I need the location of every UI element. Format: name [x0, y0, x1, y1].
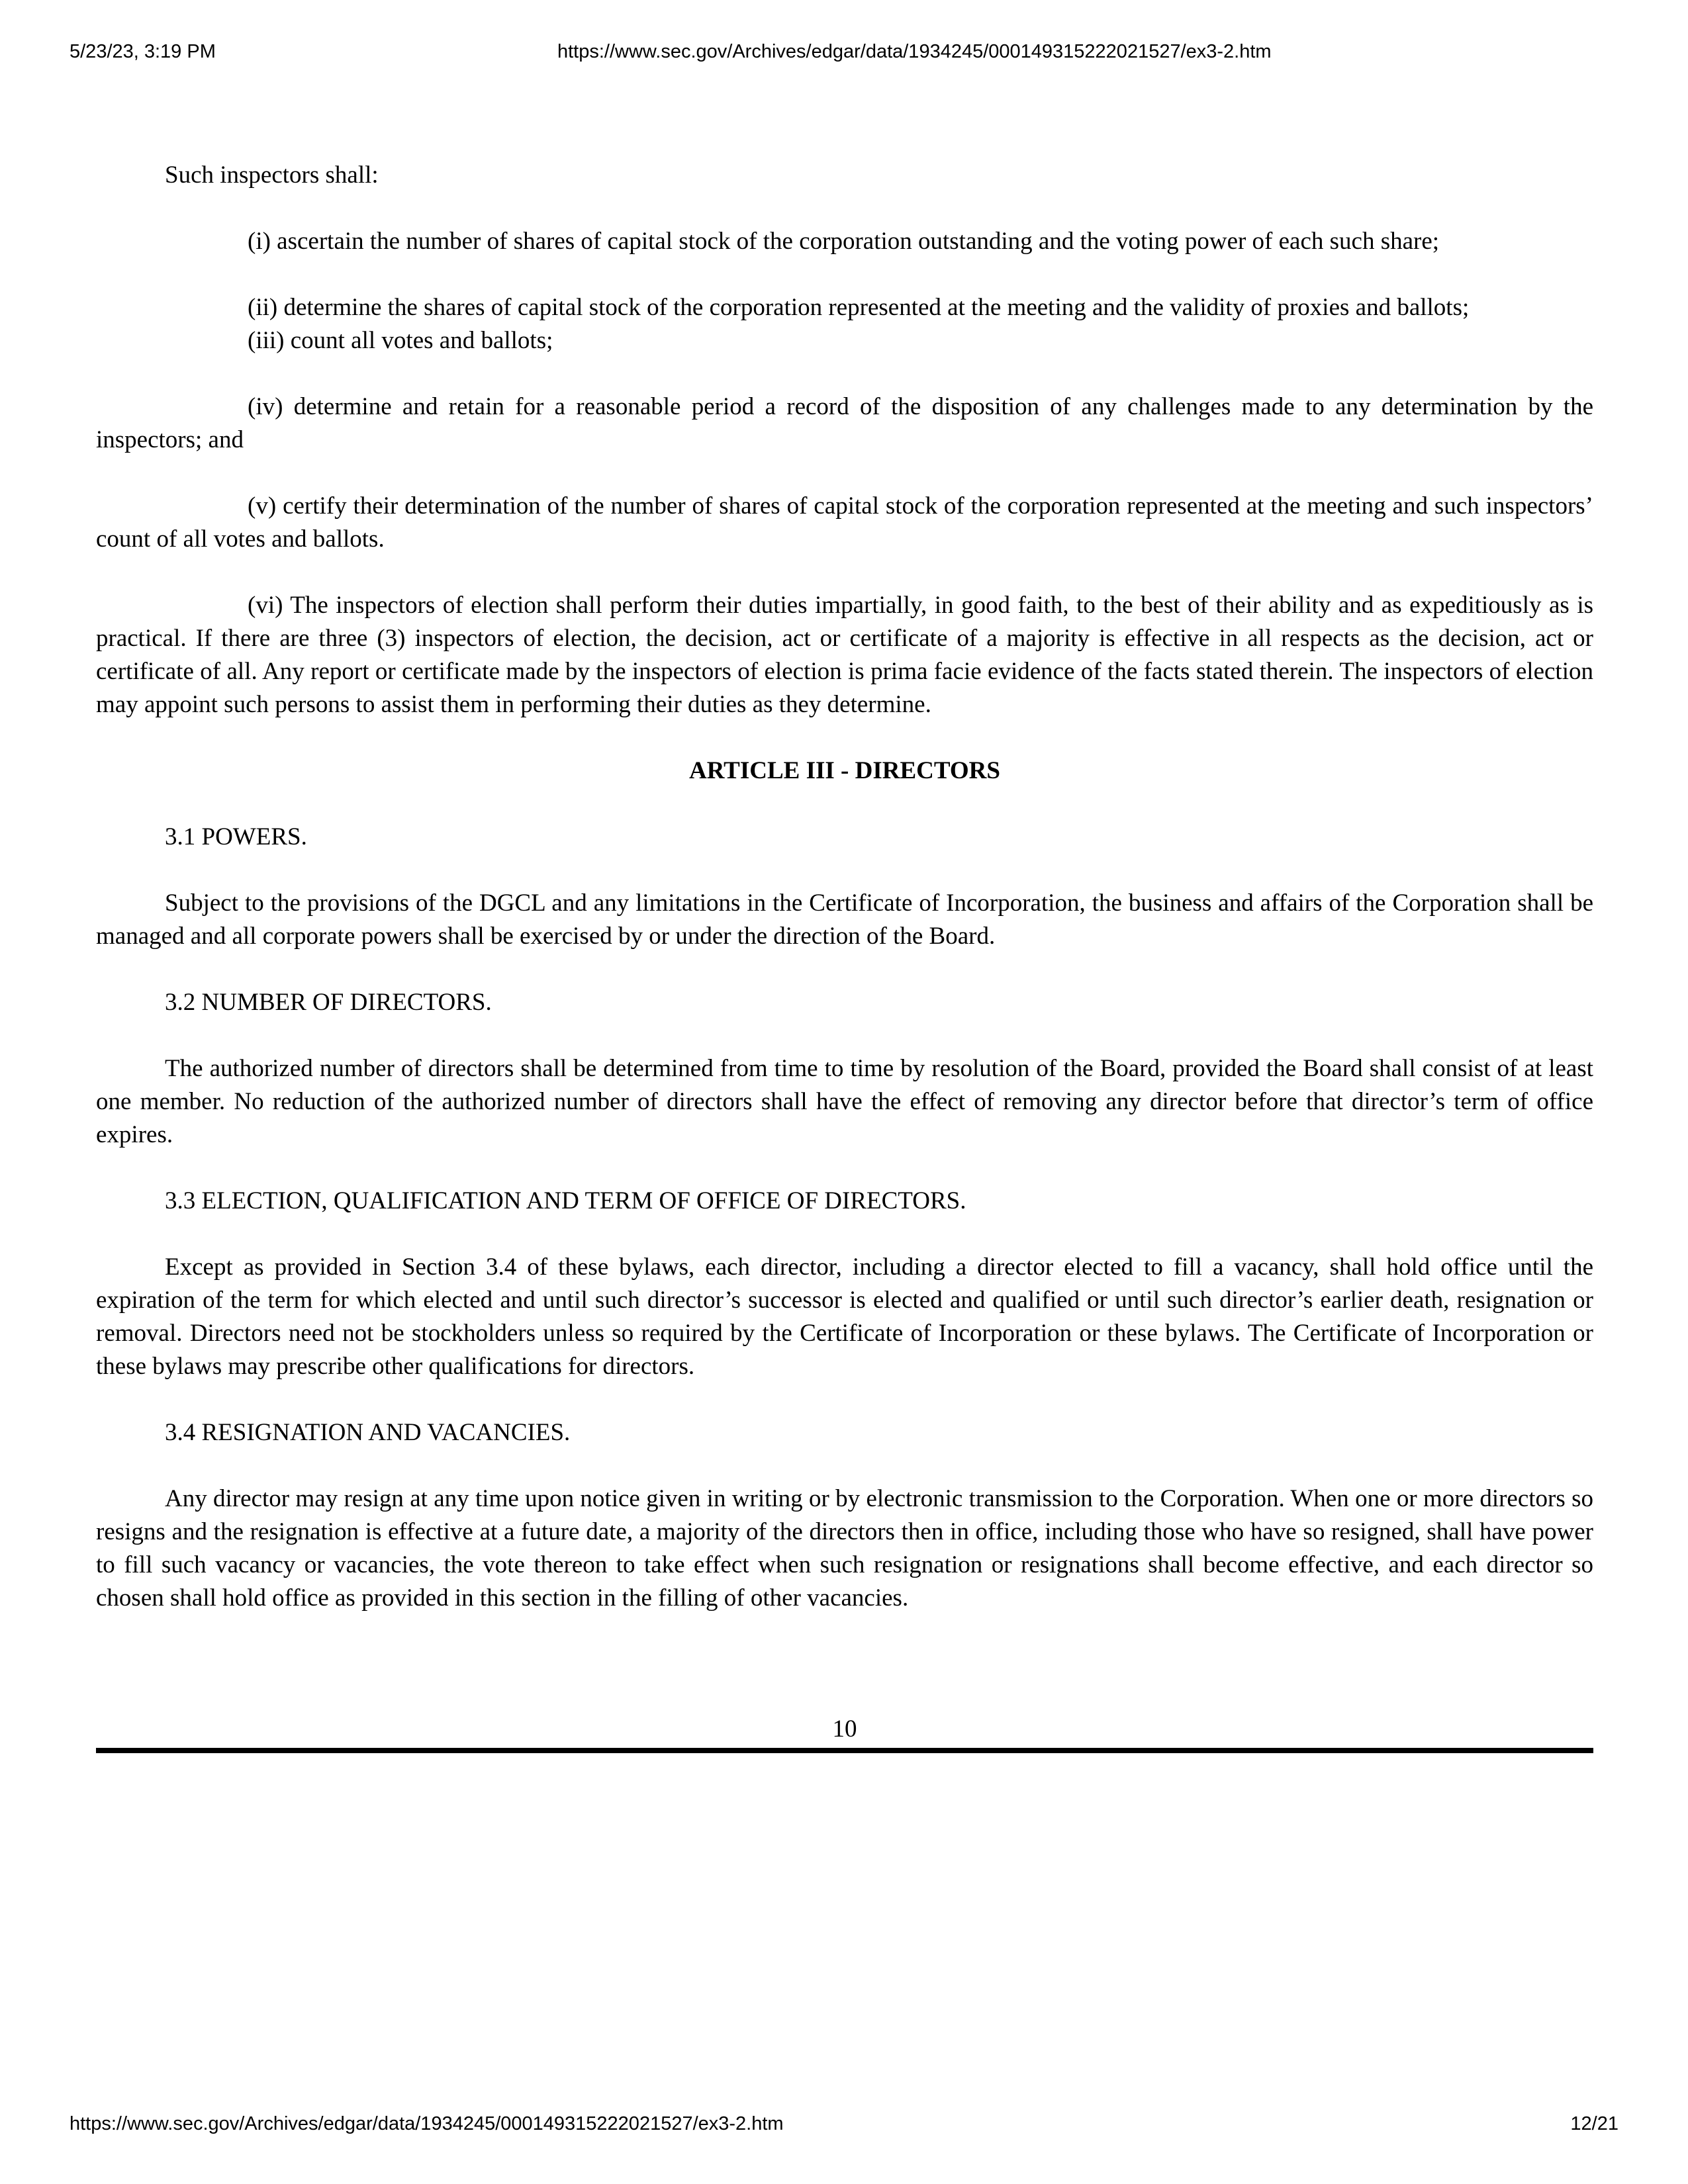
browser-print-header	[70, 41, 1618, 68]
section-text-3-2: The authorized number of directors shall be determined from time to time by resolution of the Board, provided the Board shall consist of at least one member. No reduction of the authorized number of directors shall have the effect of removing any director before that director’s term of office expires.	[96, 1055, 1593, 1148]
section-title-3-2: 3.2 NUMBER OF DIRECTORS.	[165, 989, 492, 1016]
section-title-3-1: 3.1 POWERS.	[165, 823, 307, 850]
print-footer-url[interactable]: https://www.sec.gov/Archives/edgar/data/1934245/000149315222021527/ex3-2.htm	[70, 2113, 784, 2134]
print-header-url[interactable]: https://www.sec.gov/Archives/edgar/data/1934245/000149315222021527/ex3-2.htm	[557, 41, 1272, 62]
list-item-iv: (iv) determine and retain for a reasonable period a record of the disposition of any challenges made to any determination by the inspectors; and	[96, 393, 1593, 453]
list-item-i: (i) ascertain the number of shares of capital stock of the corporation outstanding and the voting power of each such share;	[248, 228, 1440, 255]
article-heading: ARTICLE III - DIRECTORS	[689, 757, 1000, 784]
list-item-v: (v) certify their determination of the number of shares of capital stock of the corporation represented at the meeting and such inspectors’ count of all votes and ballots.	[96, 492, 1593, 553]
section-title-3-3: 3.3 ELECTION, QUALIFICATION AND TERM OF OFFICE OF DIRECTORS.	[165, 1187, 966, 1214]
page-divider-rule	[96, 1748, 1593, 1753]
browser-print-footer	[70, 2113, 1618, 2140]
section-text-3-4: Any director may resign at any time upon notice given in writing or by electronic transmission to the Corporation. When one or more directors so resigns and the resignation is effective at a future date, a majority of the directors then in office, including those who have so resigned, shall have power to fill such vacancy or vacancies, the vote thereon to take effect when such resignation or resignations shall become effective, and each director so chosen shall hold office as provided in this section in the filling of other vacancies.	[96, 1485, 1593, 1612]
list-item-ii: (ii) determine the shares of capital stock of the corporation represented at the meeting and the validity of proxies and ballots;	[248, 294, 1470, 321]
section-title-3-4: 3.4 RESIGNATION AND VACANCIES.	[165, 1419, 571, 1446]
section-text-3-3: Except as provided in Section 3.4 of these bylaws, each director, including a director elected to fill a vacancy, shall hold office until the expiration of the term for which elected and until such director’s successor is elected and qualified or until such director’s earlier death, resignation or removal. Directors need not be stockholders unless so required by the Certificate of Incorporation or these bylaws. The Certificate of Incorporation or these bylaws may prescribe other qualifications for directors.	[96, 1253, 1593, 1380]
document-body	[96, 159, 1593, 1615]
section-text-3-1: Subject to the provisions of the DGCL and any limitations in the Certificate of Incorporation, the business and affairs of the Corporation shall be managed and all corporate powers shall be exercised by or under the direction of the Board.	[96, 889, 1593, 950]
page-number: 10	[832, 1715, 857, 1743]
print-datetime: 5/23/23, 3:19 PM	[70, 41, 216, 62]
paragraph-inspectors-intro: Such inspectors shall:	[165, 161, 379, 189]
print-page-count: 12/21	[1570, 2113, 1618, 2134]
list-item-iii: (iii) count all votes and ballots;	[248, 327, 553, 354]
list-item-vi: (vi) The inspectors of election shall perform their duties impartially, in good faith, to the best of their ability and as expeditiously as is practical. If there are three (3) inspectors of election, the decision, act or certificate of a majority is effective in all respects as the decision, act or certificate of all. Any report or certificate made by the inspectors of election is prima facie evidence of the facts stated therein. The inspectors of election may appoint such persons to assist them in performing their duties as they determine.	[96, 592, 1593, 718]
